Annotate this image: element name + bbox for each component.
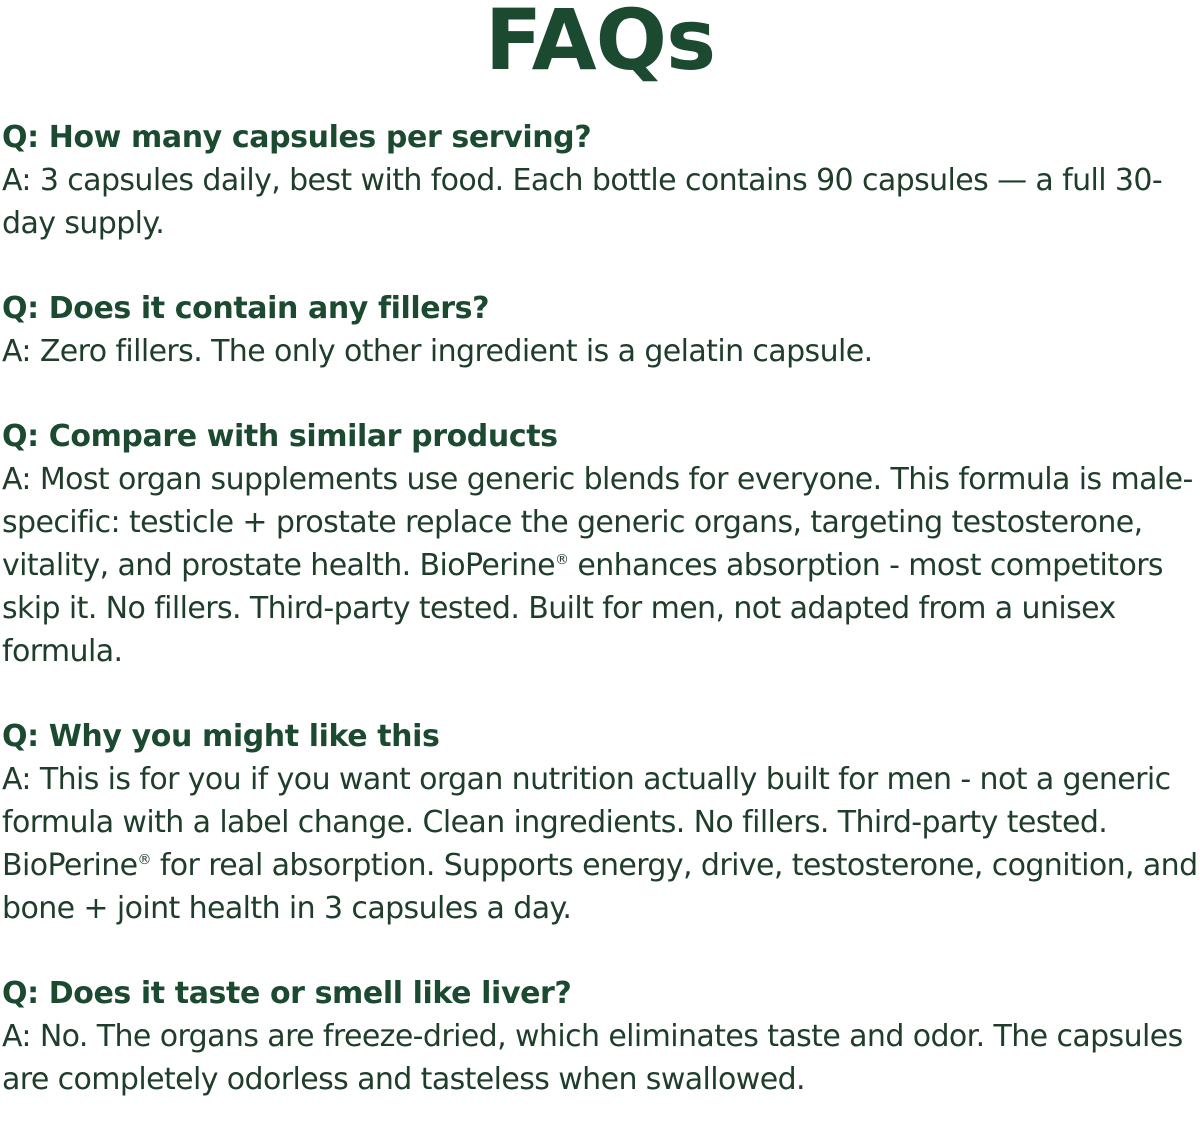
faq-item — [2, 715, 1198, 930]
faq-question: Q: Why you might like this — [2, 719, 440, 754]
faq-list — [2, 116, 1198, 1143]
faq-question: Q: How many capsules per serving? — [2, 120, 592, 155]
faq-question: Q: Compare with similar products — [2, 419, 558, 454]
faq-question: Q: Does it contain any fillers? — [2, 291, 490, 326]
faq-answer: A: No. The organs are freeze-dried, which eliminates taste and odor. The capsules are completely odorless and tasteless when swallowed. — [2, 1019, 1183, 1097]
faq-item — [2, 972, 1198, 1101]
faq-answer: A: Zero fillers. The only other ingredient is a gelatin capsule. — [2, 334, 873, 369]
faq-item — [2, 287, 1198, 373]
faq-answer: A: Most organ supplements use generic blends for everyone. This formula is male-specific: testicle + prostate replace the generic organs, targeting testosterone, vitality, and prostate health. BioPerine® enhances absorption - most competitors skip it. No fillers. Third-party tested. Built for men, not adapted from a unisex formula. — [2, 462, 1193, 669]
faq-item — [2, 415, 1198, 673]
faq-item — [2, 116, 1198, 245]
faq-answer: A: 3 capsules daily, best with food. Each bottle contains 90 capsules — a full 30-day supply. — [2, 163, 1163, 241]
faq-answer: A: This is for you if you want organ nutrition actually built for men - not a generic formula with a label change. Clean ingredients. No fillers. Third-party tested. BioPerine® for real absorption. Supports energy, drive, testosterone, cognition, and bone + joint health in 3 capsules a day. — [2, 762, 1198, 926]
faq-question: Q: Does it taste or smell like liver? — [2, 976, 572, 1011]
page-title: FAQs — [484, 0, 716, 89]
